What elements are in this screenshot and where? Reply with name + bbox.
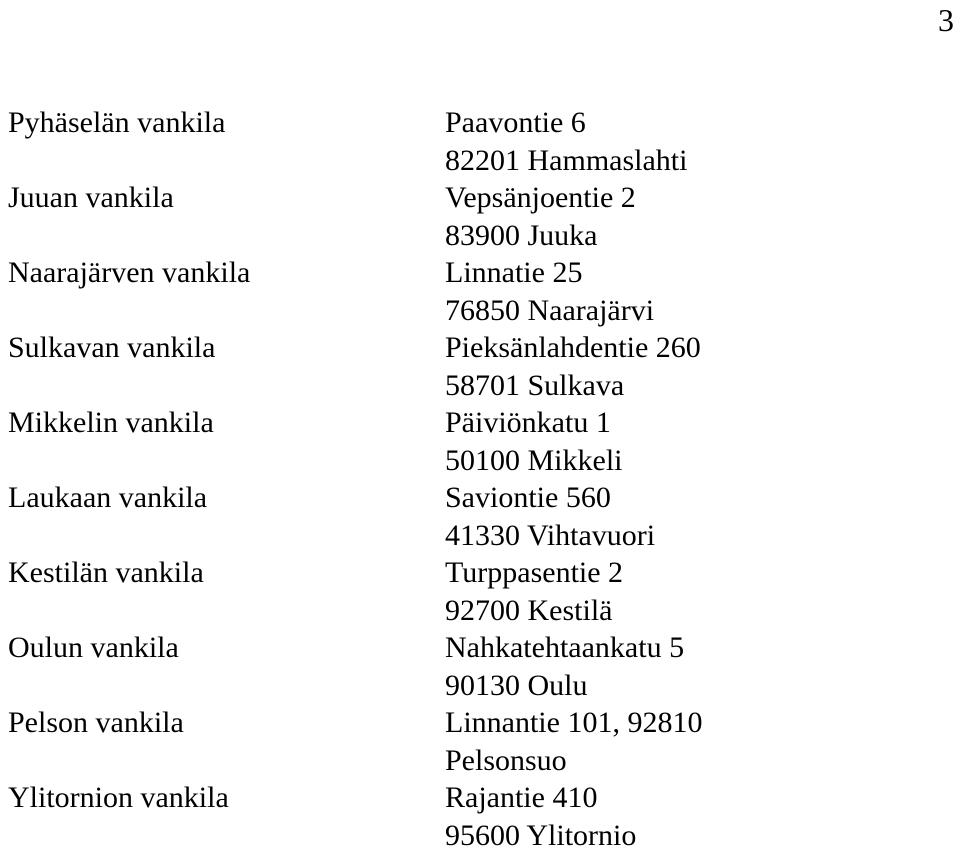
prison-name: Juuan vankila (8, 179, 445, 254)
postal-address: 83900 Juuka (445, 217, 636, 255)
postal-address: Pelsonsuo (445, 742, 702, 780)
prison-name: Oulun vankila (8, 629, 445, 704)
prison-address (445, 179, 636, 254)
prison-address (445, 104, 687, 179)
prison-address (445, 554, 623, 629)
list-item (8, 629, 948, 704)
street-address: Turppasentie 2 (445, 554, 623, 592)
prison-address (445, 404, 623, 479)
postal-address: 76850 Naarajärvi (445, 292, 654, 330)
postal-address: 92700 Kestilä (445, 592, 623, 630)
page-number: 3 (938, 0, 954, 40)
street-address: Linnantie 101, 92810 (445, 704, 702, 742)
prison-address-list (8, 104, 948, 854)
prison-address (445, 779, 636, 854)
prison-name: Ylitornion vankila (8, 779, 445, 854)
list-item (8, 704, 948, 779)
postal-address: 90130 Oulu (445, 667, 684, 705)
postal-address: 58701 Sulkava (445, 367, 701, 405)
street-address: Pieksänlahdentie 260 (445, 329, 701, 367)
prison-name: Mikkelin vankila (8, 404, 445, 479)
street-address: Linnatie 25 (445, 254, 654, 292)
list-item (8, 179, 948, 254)
prison-name: Pelson vankila (8, 704, 445, 779)
list-item (8, 104, 948, 179)
postal-address: 95600 Ylitornio (445, 817, 636, 854)
street-address: Rajantie 410 (445, 779, 636, 817)
prison-address (445, 329, 701, 404)
street-address: Paavontie 6 (445, 104, 687, 142)
street-address: Saviontie 560 (445, 479, 655, 517)
prison-address (445, 629, 684, 704)
prison-name: Laukaan vankila (8, 479, 445, 554)
list-item (8, 479, 948, 554)
list-item (8, 329, 948, 404)
postal-address: 50100 Mikkeli (445, 442, 623, 480)
prison-name: Naarajärven vankila (8, 254, 445, 329)
prison-address (445, 704, 702, 779)
postal-address: 82201 Hammaslahti (445, 142, 687, 180)
list-item (8, 554, 948, 629)
list-item (8, 254, 948, 329)
list-item (8, 404, 948, 479)
street-address: Päiviönkatu 1 (445, 404, 623, 442)
prison-name: Pyhäselän vankila (8, 104, 445, 179)
postal-address: 41330 Vihtavuori (445, 517, 655, 555)
prison-name: Sulkavan vankila (8, 329, 445, 404)
prison-name: Kestilän vankila (8, 554, 445, 629)
prison-address (445, 254, 654, 329)
prison-address (445, 479, 655, 554)
street-address: Nahkatehtaankatu 5 (445, 629, 684, 667)
list-item (8, 779, 948, 854)
street-address: Vepsänjoentie 2 (445, 179, 636, 217)
